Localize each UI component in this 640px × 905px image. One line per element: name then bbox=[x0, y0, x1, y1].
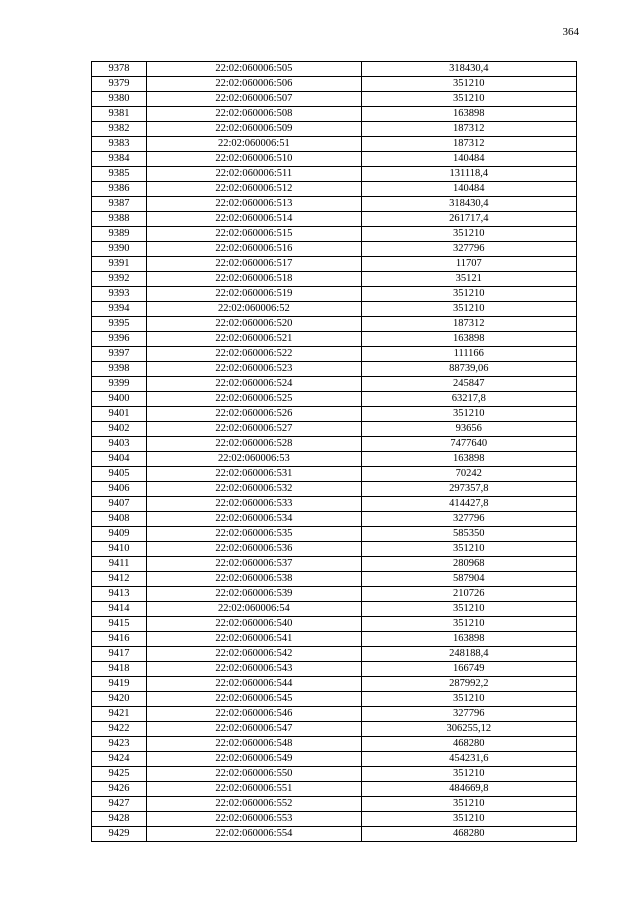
cadastral-number-cell: 22:02:060006:544 bbox=[147, 677, 361, 692]
row-number-cell: 9421 bbox=[92, 707, 147, 722]
cadastral-number-cell: 22:02:060006:520 bbox=[147, 317, 361, 332]
table-row bbox=[92, 332, 577, 347]
table-row bbox=[92, 257, 577, 272]
cadastral-number-cell: 22:02:060006:516 bbox=[147, 242, 361, 257]
cadastral-number-cell: 22:02:060006:54 bbox=[147, 602, 361, 617]
cadastral-number-cell: 22:02:060006:548 bbox=[147, 737, 361, 752]
row-number-cell: 9409 bbox=[92, 527, 147, 542]
cadastral-number-cell: 22:02:060006:553 bbox=[147, 812, 361, 827]
cadastral-number-cell: 22:02:060006:543 bbox=[147, 662, 361, 677]
row-number-cell: 9405 bbox=[92, 467, 147, 482]
row-number-cell: 9402 bbox=[92, 422, 147, 437]
row-number-cell: 9399 bbox=[92, 377, 147, 392]
value-cell: 70242 bbox=[361, 467, 576, 482]
cadastral-number-cell: 22:02:060006:552 bbox=[147, 797, 361, 812]
table-row bbox=[92, 272, 577, 287]
value-cell: 468280 bbox=[361, 827, 576, 842]
row-number-cell: 9387 bbox=[92, 197, 147, 212]
table-row bbox=[92, 422, 577, 437]
row-number-cell: 9389 bbox=[92, 227, 147, 242]
value-cell: 351210 bbox=[361, 602, 576, 617]
row-number-cell: 9388 bbox=[92, 212, 147, 227]
table-row bbox=[92, 632, 577, 647]
table-row bbox=[92, 212, 577, 227]
table-row bbox=[92, 467, 577, 482]
table-row bbox=[92, 737, 577, 752]
value-cell: 351210 bbox=[361, 767, 576, 782]
row-number-cell: 9429 bbox=[92, 827, 147, 842]
cadastral-number-cell: 22:02:060006:524 bbox=[147, 377, 361, 392]
value-cell: 131118,4 bbox=[361, 167, 576, 182]
value-cell: 35121 bbox=[361, 272, 576, 287]
row-number-cell: 9406 bbox=[92, 482, 147, 497]
value-cell: 187312 bbox=[361, 137, 576, 152]
table-row bbox=[92, 542, 577, 557]
table-row bbox=[92, 452, 577, 467]
row-number-cell: 9412 bbox=[92, 572, 147, 587]
value-cell: 351210 bbox=[361, 407, 576, 422]
value-cell: 163898 bbox=[361, 107, 576, 122]
table-row bbox=[92, 482, 577, 497]
cadastral-number-cell: 22:02:060006:505 bbox=[147, 62, 361, 77]
row-number-cell: 9425 bbox=[92, 767, 147, 782]
row-number-cell: 9400 bbox=[92, 392, 147, 407]
table-row bbox=[92, 182, 577, 197]
row-number-cell: 9415 bbox=[92, 617, 147, 632]
table-row bbox=[92, 587, 577, 602]
value-cell: 587904 bbox=[361, 572, 576, 587]
cadastral-number-cell: 22:02:060006:537 bbox=[147, 557, 361, 572]
row-number-cell: 9417 bbox=[92, 647, 147, 662]
value-cell: 351210 bbox=[361, 227, 576, 242]
table-row bbox=[92, 107, 577, 122]
table-row bbox=[92, 392, 577, 407]
cadastral-number-cell: 22:02:060006:53 bbox=[147, 452, 361, 467]
table-row bbox=[92, 62, 577, 77]
row-number-cell: 9385 bbox=[92, 167, 147, 182]
table-row bbox=[92, 557, 577, 572]
cadastral-number-cell: 22:02:060006:531 bbox=[147, 467, 361, 482]
value-cell: 93656 bbox=[361, 422, 576, 437]
row-number-cell: 9418 bbox=[92, 662, 147, 677]
value-cell: 327796 bbox=[361, 707, 576, 722]
value-cell: 351210 bbox=[361, 797, 576, 812]
cadastral-number-cell: 22:02:060006:519 bbox=[147, 287, 361, 302]
table-row bbox=[92, 572, 577, 587]
row-number-cell: 9378 bbox=[92, 62, 147, 77]
cadastral-number-cell: 22:02:060006:525 bbox=[147, 392, 361, 407]
value-cell: 140484 bbox=[361, 182, 576, 197]
value-cell: 248188,4 bbox=[361, 647, 576, 662]
row-number-cell: 9403 bbox=[92, 437, 147, 452]
row-number-cell: 9390 bbox=[92, 242, 147, 257]
cadastral-number-cell: 22:02:060006:550 bbox=[147, 767, 361, 782]
cadastral-number-cell: 22:02:060006:51 bbox=[147, 137, 361, 152]
row-number-cell: 9410 bbox=[92, 542, 147, 557]
value-cell: 187312 bbox=[361, 122, 576, 137]
cadastral-number-cell: 22:02:060006:526 bbox=[147, 407, 361, 422]
table-row bbox=[92, 137, 577, 152]
row-number-cell: 9404 bbox=[92, 452, 147, 467]
cadastral-number-cell: 22:02:060006:52 bbox=[147, 302, 361, 317]
table-row bbox=[92, 347, 577, 362]
value-cell: 484669,8 bbox=[361, 782, 576, 797]
value-cell: 245847 bbox=[361, 377, 576, 392]
cadastral-number-cell: 22:02:060006:554 bbox=[147, 827, 361, 842]
value-cell: 318430,4 bbox=[361, 197, 576, 212]
row-number-cell: 9379 bbox=[92, 77, 147, 92]
value-cell: 351210 bbox=[361, 617, 576, 632]
table-row bbox=[92, 617, 577, 632]
row-number-cell: 9408 bbox=[92, 512, 147, 527]
table-body bbox=[92, 62, 577, 842]
table-row bbox=[92, 752, 577, 767]
table-row bbox=[92, 227, 577, 242]
row-number-cell: 9424 bbox=[92, 752, 147, 767]
table-row bbox=[92, 317, 577, 332]
page-number: 364 bbox=[562, 26, 579, 38]
table-row bbox=[92, 512, 577, 527]
value-cell: 351210 bbox=[361, 812, 576, 827]
cadastral-number-cell: 22:02:060006:534 bbox=[147, 512, 361, 527]
cadastral-number-cell: 22:02:060006:535 bbox=[147, 527, 361, 542]
cadastral-number-cell: 22:02:060006:511 bbox=[147, 167, 361, 182]
table-row bbox=[92, 77, 577, 92]
table-row bbox=[92, 812, 577, 827]
table-row bbox=[92, 602, 577, 617]
row-number-cell: 9413 bbox=[92, 587, 147, 602]
cadastral-number-cell: 22:02:060006:536 bbox=[147, 542, 361, 557]
value-cell: 327796 bbox=[361, 242, 576, 257]
cadastral-number-cell: 22:02:060006:522 bbox=[147, 347, 361, 362]
row-number-cell: 9397 bbox=[92, 347, 147, 362]
cadastral-value-table bbox=[91, 61, 577, 842]
table-row bbox=[92, 302, 577, 317]
cadastral-number-cell: 22:02:060006:540 bbox=[147, 617, 361, 632]
value-cell: 414427,8 bbox=[361, 497, 576, 512]
table-row bbox=[92, 722, 577, 737]
table-row bbox=[92, 707, 577, 722]
cadastral-number-cell: 22:02:060006:513 bbox=[147, 197, 361, 212]
row-number-cell: 9420 bbox=[92, 692, 147, 707]
value-cell: 297357,8 bbox=[361, 482, 576, 497]
cadastral-number-cell: 22:02:060006:551 bbox=[147, 782, 361, 797]
cadastral-number-cell: 22:02:060006:539 bbox=[147, 587, 361, 602]
row-number-cell: 9386 bbox=[92, 182, 147, 197]
value-cell: 111166 bbox=[361, 347, 576, 362]
row-number-cell: 9401 bbox=[92, 407, 147, 422]
cadastral-number-cell: 22:02:060006:546 bbox=[147, 707, 361, 722]
value-cell: 585350 bbox=[361, 527, 576, 542]
table-row bbox=[92, 242, 577, 257]
value-cell: 351210 bbox=[361, 92, 576, 107]
row-number-cell: 9423 bbox=[92, 737, 147, 752]
cadastral-number-cell: 22:02:060006:518 bbox=[147, 272, 361, 287]
value-cell: 261717,4 bbox=[361, 212, 576, 227]
row-number-cell: 9427 bbox=[92, 797, 147, 812]
cadastral-number-cell: 22:02:060006:515 bbox=[147, 227, 361, 242]
cadastral-number-cell: 22:02:060006:509 bbox=[147, 122, 361, 137]
value-cell: 163898 bbox=[361, 452, 576, 467]
value-cell: 318430,4 bbox=[361, 62, 576, 77]
row-number-cell: 9396 bbox=[92, 332, 147, 347]
value-cell: 7477640 bbox=[361, 437, 576, 452]
table-row bbox=[92, 692, 577, 707]
table-row bbox=[92, 92, 577, 107]
row-number-cell: 9381 bbox=[92, 107, 147, 122]
table-row bbox=[92, 437, 577, 452]
row-number-cell: 9414 bbox=[92, 602, 147, 617]
cadastral-number-cell: 22:02:060006:545 bbox=[147, 692, 361, 707]
row-number-cell: 9384 bbox=[92, 152, 147, 167]
value-cell: 280968 bbox=[361, 557, 576, 572]
table-row bbox=[92, 677, 577, 692]
value-cell: 351210 bbox=[361, 302, 576, 317]
row-number-cell: 9422 bbox=[92, 722, 147, 737]
row-number-cell: 9395 bbox=[92, 317, 147, 332]
value-cell: 468280 bbox=[361, 737, 576, 752]
table-row bbox=[92, 662, 577, 677]
value-cell: 351210 bbox=[361, 692, 576, 707]
cadastral-number-cell: 22:02:060006:528 bbox=[147, 437, 361, 452]
row-number-cell: 9394 bbox=[92, 302, 147, 317]
row-number-cell: 9419 bbox=[92, 677, 147, 692]
cadastral-number-cell: 22:02:060006:523 bbox=[147, 362, 361, 377]
row-number-cell: 9392 bbox=[92, 272, 147, 287]
row-number-cell: 9393 bbox=[92, 287, 147, 302]
table-row bbox=[92, 197, 577, 212]
table-row bbox=[92, 167, 577, 182]
row-number-cell: 9391 bbox=[92, 257, 147, 272]
cadastral-number-cell: 22:02:060006:547 bbox=[147, 722, 361, 737]
row-number-cell: 9398 bbox=[92, 362, 147, 377]
value-cell: 187312 bbox=[361, 317, 576, 332]
value-cell: 210726 bbox=[361, 587, 576, 602]
value-cell: 163898 bbox=[361, 632, 576, 647]
row-number-cell: 9416 bbox=[92, 632, 147, 647]
cadastral-number-cell: 22:02:060006:549 bbox=[147, 752, 361, 767]
cadastral-number-cell: 22:02:060006:532 bbox=[147, 482, 361, 497]
table-row bbox=[92, 767, 577, 782]
table-row bbox=[92, 362, 577, 377]
cadastral-number-cell: 22:02:060006:508 bbox=[147, 107, 361, 122]
table-row bbox=[92, 122, 577, 137]
value-cell: 88739,06 bbox=[361, 362, 576, 377]
value-cell: 163898 bbox=[361, 332, 576, 347]
cadastral-number-cell: 22:02:060006:517 bbox=[147, 257, 361, 272]
cadastral-number-cell: 22:02:060006:507 bbox=[147, 92, 361, 107]
row-number-cell: 9382 bbox=[92, 122, 147, 137]
cadastral-number-cell: 22:02:060006:541 bbox=[147, 632, 361, 647]
value-cell: 454231,6 bbox=[361, 752, 576, 767]
table-row bbox=[92, 647, 577, 662]
cadastral-number-cell: 22:02:060006:506 bbox=[147, 77, 361, 92]
cadastral-number-cell: 22:02:060006:538 bbox=[147, 572, 361, 587]
cadastral-number-cell: 22:02:060006:542 bbox=[147, 647, 361, 662]
value-cell: 351210 bbox=[361, 77, 576, 92]
value-cell: 351210 bbox=[361, 287, 576, 302]
value-cell: 63217,8 bbox=[361, 392, 576, 407]
row-number-cell: 9380 bbox=[92, 92, 147, 107]
value-cell: 306255,12 bbox=[361, 722, 576, 737]
row-number-cell: 9407 bbox=[92, 497, 147, 512]
value-cell: 166749 bbox=[361, 662, 576, 677]
cadastral-number-cell: 22:02:060006:521 bbox=[147, 332, 361, 347]
row-number-cell: 9428 bbox=[92, 812, 147, 827]
value-cell: 351210 bbox=[361, 542, 576, 557]
value-cell: 140484 bbox=[361, 152, 576, 167]
cadastral-number-cell: 22:02:060006:514 bbox=[147, 212, 361, 227]
value-cell: 287992,2 bbox=[361, 677, 576, 692]
value-cell: 11707 bbox=[361, 257, 576, 272]
table-row bbox=[92, 377, 577, 392]
table-row bbox=[92, 152, 577, 167]
table-row bbox=[92, 782, 577, 797]
table-row bbox=[92, 527, 577, 542]
cadastral-number-cell: 22:02:060006:533 bbox=[147, 497, 361, 512]
row-number-cell: 9411 bbox=[92, 557, 147, 572]
table-row bbox=[92, 797, 577, 812]
table-row bbox=[92, 287, 577, 302]
cadastral-number-cell: 22:02:060006:510 bbox=[147, 152, 361, 167]
table-row bbox=[92, 407, 577, 422]
row-number-cell: 9426 bbox=[92, 782, 147, 797]
row-number-cell: 9383 bbox=[92, 137, 147, 152]
cadastral-number-cell: 22:02:060006:527 bbox=[147, 422, 361, 437]
table-row bbox=[92, 497, 577, 512]
cadastral-number-cell: 22:02:060006:512 bbox=[147, 182, 361, 197]
table-row bbox=[92, 827, 577, 842]
value-cell: 327796 bbox=[361, 512, 576, 527]
